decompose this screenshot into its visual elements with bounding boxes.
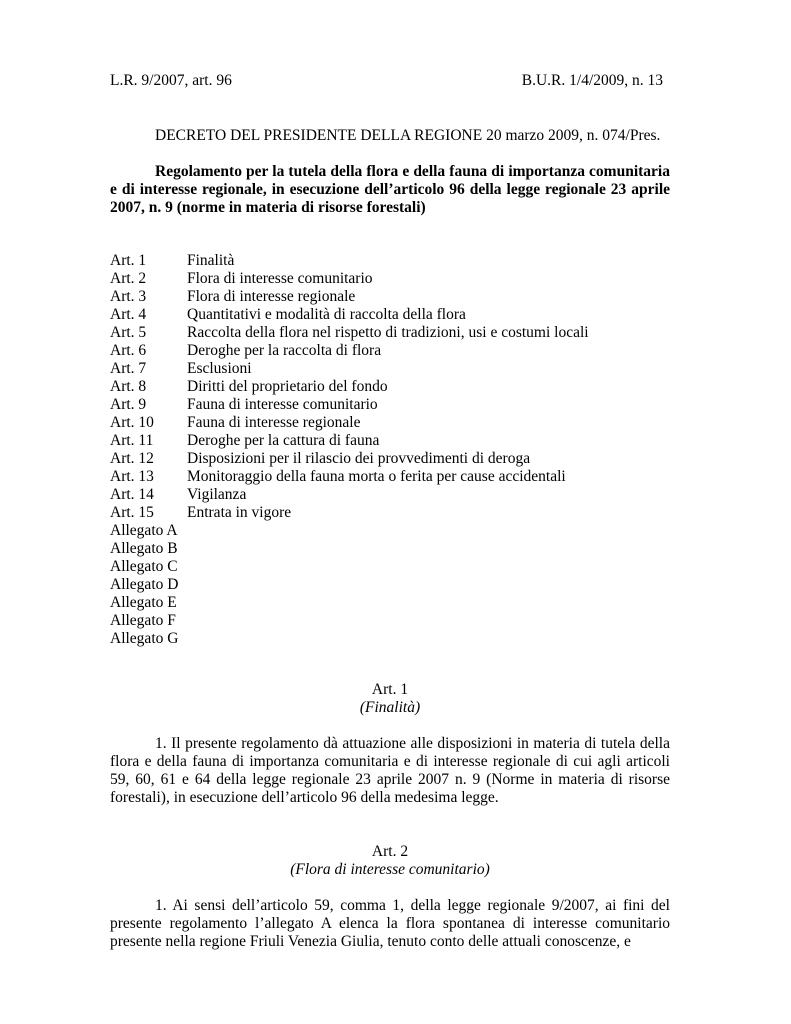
toc-number: Allegato E bbox=[110, 594, 177, 611]
toc-number: Art. 13 bbox=[110, 468, 154, 485]
toc-number: Art. 2 bbox=[110, 270, 147, 287]
toc-number: Allegato C bbox=[110, 558, 178, 575]
toc-number: Art. 1 bbox=[110, 252, 147, 269]
toc-title: Flora di interesse regionale bbox=[187, 288, 356, 305]
toc-title: Deroghe per la cattura di fauna bbox=[187, 432, 380, 449]
toc-number: Art. 11 bbox=[110, 432, 154, 449]
toc-title: Monitoraggio della fauna morta o ferita per cause accidentali bbox=[187, 468, 566, 485]
toc-number: Allegato B bbox=[110, 540, 178, 557]
header-left: L.R. 9/2007, art. 96 bbox=[110, 72, 232, 89]
toc-title: Diritti del proprietario del fondo bbox=[187, 378, 388, 395]
toc-title: Entrata in vigore bbox=[187, 504, 292, 521]
decree-title: DECRETO DEL PRESIDENTE DELLA REGIONE 20 marzo 2009, n. 074/Pres. bbox=[155, 127, 661, 144]
toc-number: Art. 6 bbox=[110, 342, 147, 359]
toc-title: Deroghe per la raccolta di flora bbox=[187, 342, 382, 359]
toc-number: Art. 4 bbox=[110, 306, 147, 323]
article-1-subtitle: (Finalità) bbox=[359, 699, 421, 716]
toc-title: Vigilanza bbox=[187, 486, 247, 503]
toc-number: Allegato G bbox=[110, 630, 179, 647]
toc-number: Art. 3 bbox=[110, 288, 147, 305]
article-2-subtitle: (Flora di interesse comunitario) bbox=[290, 861, 490, 878]
article-2-body: 1. Ai sensi dell’articolo 59, comma 1, della legge regionale 9/2007, ai fini del presente regolamento l’allegato A elenca la flora spontanea di interesse comunitario presente nella regione Friuli Venezia Giulia, tenuto conto delle attuali conoscenze, e bbox=[110, 897, 670, 950]
toc-number: Allegato D bbox=[110, 576, 179, 593]
header-right: B.U.R. 1/4/2009, n. 13 bbox=[521, 72, 663, 89]
toc-number: Art. 5 bbox=[110, 324, 147, 341]
toc-number: Allegato F bbox=[110, 612, 176, 629]
toc-number: Art. 14 bbox=[110, 486, 154, 503]
article-1-body: 1. Il presente regolamento dà attuazione alle disposizioni in materia di tutela della flora e della fauna di importanza comunitaria e di interesse regionale di cui agli articoli 59, 60, 61 e 64 della legge regionale 23 aprile 2007 n. 9 (Norme in materia di risorse forestali), in esecuzione dell’articolo 96 della medesima legge. bbox=[110, 735, 670, 806]
toc-title: Disposizioni per il rilascio dei provvedimenti di deroga bbox=[187, 450, 531, 467]
toc-number: Art. 12 bbox=[110, 450, 154, 467]
regulation-title: Regolamento per la tutela della flora e della fauna di importanza comunitaria e di interesse regionale, in esecuzione dell’articolo 96 della legge regionale 23 aprile 2007, n. 9 (norme in materia di risorse forestali) bbox=[110, 163, 670, 216]
toc-title: Flora di interesse comunitario bbox=[187, 270, 373, 287]
toc-title: Finalità bbox=[187, 252, 235, 269]
toc-number: Art. 15 bbox=[110, 504, 154, 521]
article-2-heading: Art. 2 bbox=[371, 843, 409, 860]
toc-number: Allegato A bbox=[110, 522, 178, 539]
toc-title: Quantitativi e modalità di raccolta della flora bbox=[187, 306, 466, 323]
toc-number: Art. 7 bbox=[110, 360, 147, 377]
toc-title: Fauna di interesse regionale bbox=[187, 414, 361, 431]
article-1-heading: Art. 1 bbox=[371, 681, 409, 698]
toc-title: Raccolta della flora nel rispetto di tradizioni, usi e costumi locali bbox=[187, 324, 589, 341]
toc-number: Art. 8 bbox=[110, 378, 147, 395]
toc-number: Art. 9 bbox=[110, 396, 147, 413]
toc-title: Esclusioni bbox=[187, 360, 252, 377]
toc-title: Fauna di interesse comunitario bbox=[187, 396, 378, 413]
toc-number: Art. 10 bbox=[110, 414, 154, 431]
